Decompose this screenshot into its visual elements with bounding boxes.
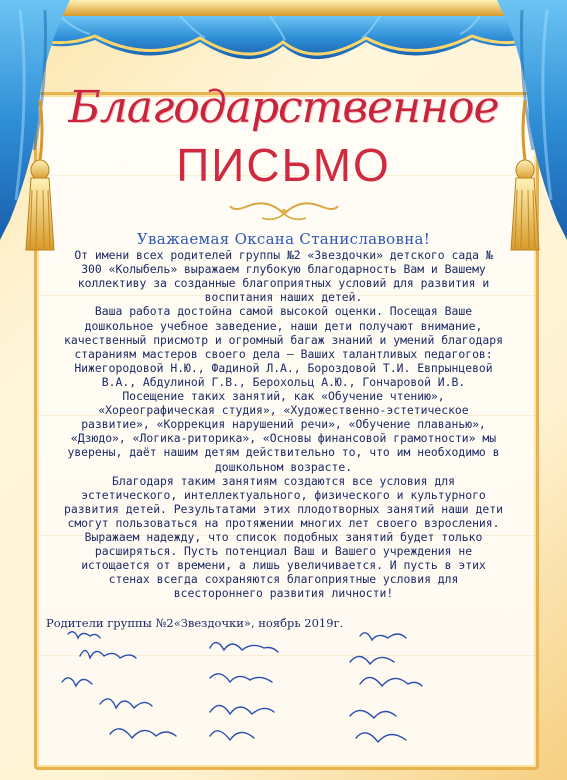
blue-curtain-valance bbox=[0, 0, 567, 90]
signature bbox=[68, 632, 100, 638]
paragraph-5: Выражаем надежду, что список подобных занятий будет только расширяться. Пусть потенциал Ваш и Вашего учреждения не истощается от времени, а лишь увеличивается. И пусть в этих стенах всегда сохраняются благоприятные условия для всестороннего развития личности! bbox=[81, 529, 486, 601]
gold-ornament-divider bbox=[228, 196, 340, 224]
title-line-1: Благодарственное bbox=[68, 82, 499, 133]
signature bbox=[350, 656, 394, 664]
handwritten-signatures bbox=[60, 628, 490, 758]
signature bbox=[210, 731, 254, 740]
signature bbox=[210, 705, 274, 714]
signature bbox=[360, 677, 422, 686]
signature bbox=[100, 699, 152, 708]
signature bbox=[350, 710, 396, 718]
signature bbox=[360, 633, 406, 640]
signature bbox=[80, 650, 136, 658]
signature bbox=[210, 674, 272, 682]
signature bbox=[356, 733, 406, 742]
paragraph-1: От имени всех родителей группы №2 «Звездочки» детского сада № 300 «Колыбель» выражаем глубокую благодарность Вам и Вашему коллективу за созданные благоприятных условий для развития и воспитания наших детей. bbox=[74, 248, 493, 305]
letter-body bbox=[62, 232, 505, 600]
paragraph-4: Благодаря таким занятиям создаются все условия для эстетического, интеллектуального, физического и культурного развития детей. Результатами этих плодотворных занятий наши дети смогут пользоваться на протяжении многих лет своего взросления. bbox=[64, 473, 503, 530]
paragraph-3: Посещение таких занятий, как «Обучение чтению», «Хореографическая студия», «Художественно-эстетическое развитие», «Коррекция нарушений речи», «Обучение плаванью», «Дзюдо», «Логика-риторика», «Основы финансовой грамотности» мы уверены, даёт нашим детям действительно то, что им необходимо в дошкольном возрасте. bbox=[67, 389, 500, 474]
signature bbox=[62, 678, 92, 686]
paragraph-2: Ваша работа достойна самой высокой оценки. Посещая Ваше дошкольное учебное заведение, наши дети получают внимание, качественный присмотр и огромный багаж знаний и умений благодаря стараниям мастеров своего дела – Ваших талантливых педагогов: Нижегородовой Н.Ю., Фадиной Л.А., Бороздовой Т.И. Евпрынцевой В.А., Абдулиной Г.В., Берохольц А.Ю., Гончаровой И.В. bbox=[64, 304, 503, 389]
signed-by: Родители группы №2«Звездочки», ноябрь 2019г. bbox=[46, 616, 344, 630]
salutation: Уважаемая Оксана Станиславовна! bbox=[136, 230, 431, 248]
signature bbox=[110, 729, 176, 738]
title-line-2: ПИСЬМО bbox=[176, 139, 391, 191]
signature bbox=[210, 642, 278, 652]
